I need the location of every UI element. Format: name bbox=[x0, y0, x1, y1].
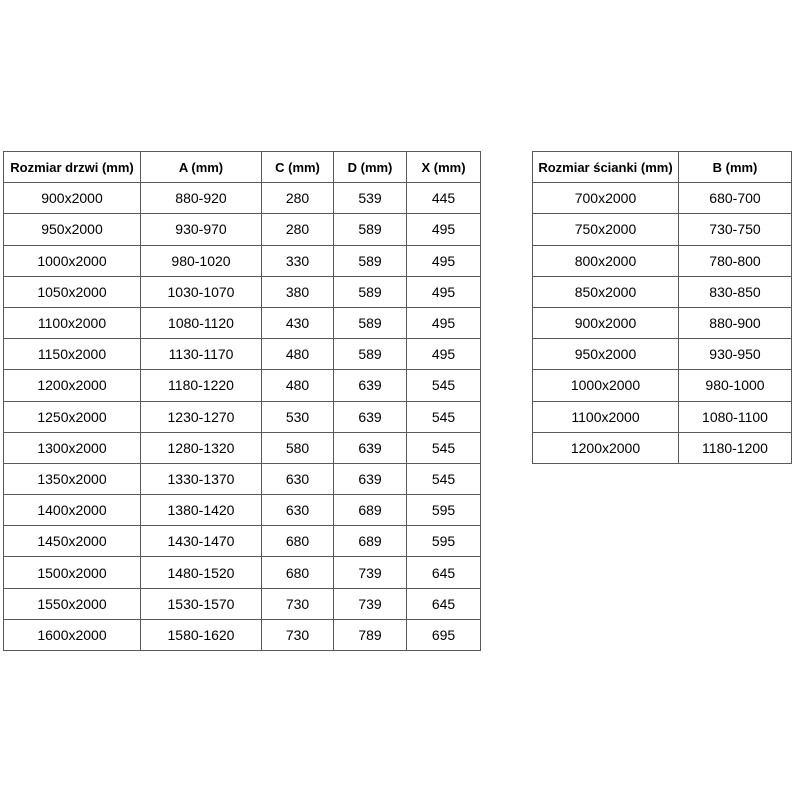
table-cell: 630 bbox=[262, 463, 334, 494]
table-cell: 680 bbox=[262, 526, 334, 557]
table-cell: 1230-1270 bbox=[141, 401, 262, 432]
table-cell: 545 bbox=[407, 370, 481, 401]
table-row bbox=[4, 557, 481, 588]
table-cell: 545 bbox=[407, 401, 481, 432]
table-cell: 1180-1220 bbox=[141, 370, 262, 401]
column-header: A (mm) bbox=[141, 152, 262, 183]
table-cell: 480 bbox=[262, 339, 334, 370]
table-cell: 280 bbox=[262, 183, 334, 214]
table-cell: 830-850 bbox=[679, 276, 792, 307]
table-row bbox=[533, 307, 792, 338]
table-cell: 495 bbox=[407, 307, 481, 338]
table-row bbox=[4, 307, 481, 338]
table-row bbox=[4, 214, 481, 245]
table-cell: 880-920 bbox=[141, 183, 262, 214]
table-cell: 739 bbox=[334, 557, 407, 588]
table-cell: 1400x2000 bbox=[4, 495, 141, 526]
column-header: C (mm) bbox=[262, 152, 334, 183]
table-row bbox=[533, 245, 792, 276]
table-cell: 930-950 bbox=[679, 339, 792, 370]
table-cell: 589 bbox=[334, 214, 407, 245]
table-cell: 730-750 bbox=[679, 214, 792, 245]
table-cell: 1580-1620 bbox=[141, 619, 262, 650]
table-row bbox=[533, 370, 792, 401]
table-cell: 1250x2000 bbox=[4, 401, 141, 432]
table-cell: 1100x2000 bbox=[4, 307, 141, 338]
table-cell: 980-1020 bbox=[141, 245, 262, 276]
table-cell: 1150x2000 bbox=[4, 339, 141, 370]
table-cell: 1000x2000 bbox=[4, 245, 141, 276]
table-cell: 1200x2000 bbox=[4, 370, 141, 401]
table-row bbox=[4, 495, 481, 526]
table-cell: 800x2000 bbox=[533, 245, 679, 276]
table-cell: 680-700 bbox=[679, 183, 792, 214]
table-cell: 950x2000 bbox=[4, 214, 141, 245]
table-cell: 639 bbox=[334, 401, 407, 432]
table-cell: 1330-1370 bbox=[141, 463, 262, 494]
table-cell: 1600x2000 bbox=[4, 619, 141, 650]
table-cell: 1100x2000 bbox=[533, 401, 679, 432]
table-cell: 1280-1320 bbox=[141, 432, 262, 463]
table-cell: 1080-1100 bbox=[679, 401, 792, 432]
table-cell: 589 bbox=[334, 245, 407, 276]
table-cell: 1480-1520 bbox=[141, 557, 262, 588]
table-cell: 589 bbox=[334, 339, 407, 370]
column-header: Rozmiar ścianki (mm) bbox=[533, 152, 679, 183]
table-cell: 1080-1120 bbox=[141, 307, 262, 338]
table-cell: 880-900 bbox=[679, 307, 792, 338]
table-cell: 430 bbox=[262, 307, 334, 338]
table-cell: 750x2000 bbox=[533, 214, 679, 245]
table-cell: 445 bbox=[407, 183, 481, 214]
header-row bbox=[4, 152, 481, 183]
table-header bbox=[533, 152, 792, 183]
table-row bbox=[533, 183, 792, 214]
table-cell: 330 bbox=[262, 245, 334, 276]
table-cell: 1180-1200 bbox=[679, 432, 792, 463]
table-row bbox=[4, 401, 481, 432]
table-cell: 630 bbox=[262, 495, 334, 526]
table-row bbox=[4, 588, 481, 619]
table-cell: 700x2000 bbox=[533, 183, 679, 214]
table-cell: 645 bbox=[407, 557, 481, 588]
table-cell: 639 bbox=[334, 370, 407, 401]
table-cell: 1450x2000 bbox=[4, 526, 141, 557]
table-row bbox=[533, 339, 792, 370]
table-cell: 950x2000 bbox=[533, 339, 679, 370]
table-row bbox=[533, 401, 792, 432]
table-cell: 589 bbox=[334, 276, 407, 307]
table-row bbox=[4, 526, 481, 557]
table-cell: 595 bbox=[407, 526, 481, 557]
table-cell: 780-800 bbox=[679, 245, 792, 276]
table-cell: 1130-1170 bbox=[141, 339, 262, 370]
table-row bbox=[4, 183, 481, 214]
table-cell: 1500x2000 bbox=[4, 557, 141, 588]
table-cell: 480 bbox=[262, 370, 334, 401]
table-cell: 1000x2000 bbox=[533, 370, 679, 401]
table-cell: 495 bbox=[407, 339, 481, 370]
table-cell: 680 bbox=[262, 557, 334, 588]
column-header: X (mm) bbox=[407, 152, 481, 183]
table-body bbox=[533, 183, 792, 464]
table-cell: 1380-1420 bbox=[141, 495, 262, 526]
table-cell: 730 bbox=[262, 619, 334, 650]
table-cell: 545 bbox=[407, 463, 481, 494]
table-row bbox=[533, 276, 792, 307]
table-row bbox=[4, 432, 481, 463]
table-cell: 1300x2000 bbox=[4, 432, 141, 463]
table-row bbox=[4, 339, 481, 370]
column-header: D (mm) bbox=[334, 152, 407, 183]
table-cell: 495 bbox=[407, 214, 481, 245]
table-cell: 980-1000 bbox=[679, 370, 792, 401]
column-header: B (mm) bbox=[679, 152, 792, 183]
table-row bbox=[4, 619, 481, 650]
table-cell: 595 bbox=[407, 495, 481, 526]
table-cell: 539 bbox=[334, 183, 407, 214]
table-cell: 589 bbox=[334, 307, 407, 338]
table-cell: 380 bbox=[262, 276, 334, 307]
table-cell: 645 bbox=[407, 588, 481, 619]
table-cell: 730 bbox=[262, 588, 334, 619]
table-row bbox=[533, 214, 792, 245]
table-cell: 530 bbox=[262, 401, 334, 432]
table-cell: 580 bbox=[262, 432, 334, 463]
table-cell: 639 bbox=[334, 432, 407, 463]
table-cell: 689 bbox=[334, 495, 407, 526]
table-cell: 689 bbox=[334, 526, 407, 557]
table-row bbox=[4, 276, 481, 307]
table-cell: 1350x2000 bbox=[4, 463, 141, 494]
table-header bbox=[4, 152, 481, 183]
table-cell: 900x2000 bbox=[533, 307, 679, 338]
table-row bbox=[4, 370, 481, 401]
table-row bbox=[4, 463, 481, 494]
table-cell: 695 bbox=[407, 619, 481, 650]
table-cell: 1430-1470 bbox=[141, 526, 262, 557]
table-row bbox=[4, 245, 481, 276]
table-cell: 850x2000 bbox=[533, 276, 679, 307]
table-cell: 1530-1570 bbox=[141, 588, 262, 619]
table-cell: 789 bbox=[334, 619, 407, 650]
table-cell: 930-970 bbox=[141, 214, 262, 245]
table-cell: 280 bbox=[262, 214, 334, 245]
column-header: Rozmiar drzwi (mm) bbox=[4, 152, 141, 183]
table-body bbox=[4, 183, 481, 651]
table-cell: 1050x2000 bbox=[4, 276, 141, 307]
table-cell: 739 bbox=[334, 588, 407, 619]
header-row bbox=[533, 152, 792, 183]
table-cell: 639 bbox=[334, 463, 407, 494]
table-cell: 1550x2000 bbox=[4, 588, 141, 619]
table-row bbox=[533, 432, 792, 463]
door-sizes-table bbox=[3, 151, 481, 651]
table-cell: 1200x2000 bbox=[533, 432, 679, 463]
table-cell: 1030-1070 bbox=[141, 276, 262, 307]
wall-sizes-table bbox=[532, 151, 792, 464]
table-cell: 495 bbox=[407, 245, 481, 276]
table-cell: 545 bbox=[407, 432, 481, 463]
table-cell: 495 bbox=[407, 276, 481, 307]
table-cell: 900x2000 bbox=[4, 183, 141, 214]
